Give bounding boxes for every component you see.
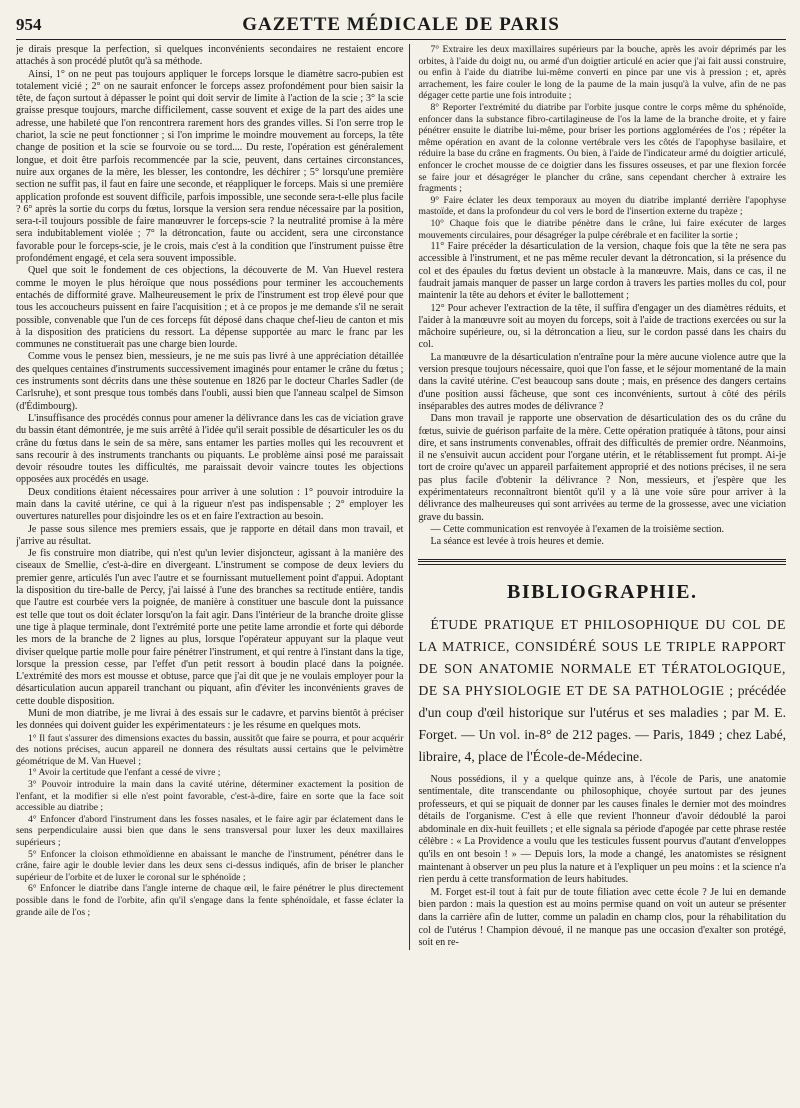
list-item: 4° Enfoncer d'abord l'instrument dans les fosses nasales, et le faire agir par éclatement dans le sens perpendiculaire aussi bien que dans le sens transversal pour luxer les deux maxillaires supérieurs ;	[16, 813, 404, 848]
paragraph: Je passe sous silence mes premiers essais, que je rapporte en détail dans mon travail, et j'arrive au résultat.	[16, 523, 404, 547]
section-rule	[418, 559, 786, 565]
list-item: 12° Pour achever l'extraction de la tête, il suffira d'engager un des diamètres réduits, et l'aider à la manœuvre soit au moyen du forceps, soit à l'aide de tractions exercées ou sur la mâchoire supérieure, ou, si la détroncation a lieu, sur le cordon passé dans les chairs du col.	[418, 302, 786, 351]
publication-title: GAZETTE MÉDICALE DE PARIS	[242, 14, 560, 35]
book-reference	[418, 614, 786, 768]
list-item: 1° Avoir la certitude que l'enfant a cessé de vivre ;	[28, 767, 221, 779]
paragraph: La séance est levée à trois heures et demie.	[430, 536, 604, 548]
paragraph: Muni de mon diatribe, je me livrai à des essais sur le cadavre, et parvins bientôt à préciser les données qui doivent guider les expérimentateurs : je les résume en quelques mots.	[16, 708, 404, 732]
paragraph: Comme vous le pensez bien, messieurs, je ne me suis pas livré à une appréciation détaillée des quelques centaines d'instruments successivement imaginés pour entamer le crâne du fœtus ; ces instruments sont décrits dans une thèse soutenue en 1826 par le docteur Charles Sadler (de Carlsruhe), et sont presque tous tombés dans l'oubli, aussi bien que l'anneau scalpel de Simson (d'Édimbourg).	[16, 351, 404, 412]
list-item: 10° Chaque fois que le diatribe pénètre dans le crâne, lui faire exécuter de larges mouvements circulaires, pour désagréger la pulpe cérébrale et en faciliter la sortie ;	[418, 217, 786, 241]
review-body	[418, 774, 786, 950]
list-item: 9° Faire éclater les deux temporaux au moyen du diatribe implanté derrière l'apophyse mastoïde, et dans la profondeur du col vers le bord de l'insertion externe du trapèze ;	[418, 194, 786, 218]
list-item: 1° Il faut s'assurer des dimensions exactes du bassin, aussitôt que faire se pourra, et pour acquérir des notions précises, aucun appareil ne donnera des résultats aussi certains que le pelvimètre géométrique de M. Van Huevel ;	[16, 732, 404, 767]
right-column	[410, 44, 786, 950]
paragraph: Dans mon travail je rapporte une observation de désarticulation des os du crâne du fœtus, suivie de guérison parfaite de la mère. Cette opération pratiquée à tâtons, pour ainsi dire, et sans instruments convenables, offrait des difficultés de premier ordre. Néanmoins, il ne s'ensuivit aucun accident pour l'organe utérin, et le rétablissement fut prompt. Ai-je tort de croire qu'avec un appareil parfaitement approprié et des notions précises, il ne sera pas plus facile d'obtenir la délivrance ? Non, messieurs, et j'espère que les expérimentateurs reconnaîtront bientôt qu'il y a là une voie sûre pour arriver à la délivrance des malheureuses qui sont arrivées au terme de la grossesse, avec une viciation grave du bassin.	[418, 413, 786, 523]
paragraph: Deux conditions étaient nécessaires pour arriver à une solution : 1° pouvoir introduire la main dans la cavité utérine, ce qui à la rigueur n'est pas indispensable ; 2° employer les ouvertures naturelles pour disjoindre les os et en faire l'extraction au besoin.	[16, 486, 404, 523]
paragraph: — Cette communication est renvoyée à l'examen de la troisième section.	[430, 523, 725, 535]
section-heading: BIBLIOGRAPHIE.	[507, 580, 698, 603]
book-details: précédée d'un coup d'œil historique sur l'utérus et ses maladies ; par M. E. Forget. — Un vol. in-8° de 212 pages. — Paris, 1849 ; chez Labé, libraire, 4, place de l'École-de-Médecine.	[418, 682, 786, 764]
list-item: 6° Enfoncer le diatribe dans l'angle interne de chaque œil, le faire pénétrer le plus directement possible dans le fond de l'orbite, afin qu'il s'engage dans la fente sphénoïdale, et fasse éclater la grande aile de l'os ;	[16, 883, 404, 918]
left-column	[16, 44, 409, 950]
paragraph: La manœuvre de la désarticulation n'entraîne pour la mère aucune violence autre que la version presque toujours nécessaire, quoi que l'on fasse, et le séjour momentané de la main dans la cavité utérine. C'est beaucoup sans doute ; mais, en présence des dangers certains d'une position aussi fâcheuse, que sont ces inconvénients, surtout à côté des périls inséparables des autres modes de délivrance ?	[418, 351, 786, 412]
paragraph: Ainsi, 1° on ne peut pas toujours appliquer le forceps lorsque le diamètre sacro-pubien est totalement vicié ; 2° on ne saurait enfoncer le forceps assez profondément pour bien saisir la tête, de façon surtout à dépasser le point qui doit servir de limite à l'action de la scie ; 3° la scie graisse presque toujours, marche difficilement, casse souvent et exige de la part des aides une adresse, une habileté que l'on rencontrera rarement hors des grandes villes. Si l'on serre trop le chariot, la scie ne peut fonctionner ; si l'on imprime le moindre mouvement au forceps, la tête change de position et la scie se fourvoie ou se tord.... Du reste, l'opération est généralement longue, et doit être parfois recommencée par la scie, peuvent, dans certaines circonstances, nuire aux organes de la mère, les blesser, les contondre, les déchirer ; 5° lorsqu'une première section ne suffit pas, il faut en faire une seconde, et réappliquer le forceps. Mais si une première application profonde est souvent difficile, parfois impossible, une seconde sera-t-elle plus facile ? 6° après la sortie du corps du fœtus, lorsque la version sera rendue nécessaire par la position, sera-t-il toujours possible de faire manœuvrer le forceps-scie ? la neutralité promise à la mère sera indubitablement violée ; 7° la détroncation, faute ou accident, sera une circonstance favorable pour le forceps-scie, je le crois, mais c'est à la condition que l'instrument puisse être profondément engagé, et cela sera souvent impossible.	[16, 68, 404, 265]
paragraph: je dirais presque la perfection, si quelques inconvénients secondaires ne restaient encore attachés à son procédé plutôt qu'à sa méthode.	[16, 44, 404, 68]
list-item: 8° Reporter l'extrémité du diatribe par l'orbite jusque contre le corps même du sphénoïde, enfoncer dans la substance fibro-cartilagineuse de l'os la lame de la branche droite, et y faire pénétrer ensuite le diatribe lui-même, pour briser les portions agglomérées de l'os ; répéter la même opération en avant de la colonne vertébrale vers les côtés de l'apophyse basilaire, et réduire la base du crâne en fragments. Ou bien, à l'aide de l'indicateur armé du doigtier articulé, enfoncer le crochet mousse de ce doigtier dans les fissures osseuses, et par une flexion forcée se faire jour et désagréger le plancher du crâne, sans cependant chercher à extraire les fragments ;	[418, 101, 786, 195]
list-item: 5° Enfoncer la cloison ethmoïdienne en abaissant le manche de l'instrument, pénétrer dans le crâne, faire agir le double levier dans les deux sens ci-dessus indiqués, afin de briser le plancher supérieur de l'orbite et de luxer le coronal sur le sphénoïde ;	[16, 848, 404, 883]
columns	[16, 44, 786, 950]
paragraph: Nous possédions, il y a quelque quinze ans, à l'école de Paris, une anatomie sentimentale, dite transcendante ou philosophique, choyée surtout par des jeunes professeurs, et qui se piquait de donner par les causes finales le dernier mot des moindres détails de l'organisme. C'est à elle que revient l'honneur d'avoir dédoublé la paroi abdominale en dix-huit feuillets ; et elle signala sa période d'apogée par cette phrase restée célèbre : « La Providence a voulu que les testicules fussent pourvus d'autant d'enveloppes qu'ils en ont besoin ! » — Depuis lors, la mode a changé, les anatomistes se résignent maintenant à observer un peu plus la nature et à l'expliquer un peu moins : et la science n'a rien perdu à cette transformation de leurs habitudes.	[418, 773, 786, 886]
list-item: 7° Extraire les deux maxillaires supérieurs par la bouche, après les avoir déprimés par les orbites, à l'aide du doigt nu, ou armé d'un doigtier articulé en acier que j'ai fait aussi construire, ou enfin à l'aide du diatribe lui-même converti en pince par une vis à pression ; et, après arrachement, les faire couler le long de la paume de la main jusqu'à la vulve, afin de ne pas dégager cette partie une fois introduite ;	[418, 44, 786, 102]
paragraph: Quel que soit le fondement de ces objections, la découverte de M. Van Huevel restera comme le moyen le plus héroïque que nous possédions pour terminer les accouchements entachés de difformité grave. Malheureusement le prix de l'instrument est trop élevé pour que tous les accoucheurs puissent en faire l'acquisition ; et à ce propos je me demande s'il ne serait possible, convenable que l'un de ces forceps fût déposé dans chaque chef-lieu de canton et mis à la disposition des praticiens du ressort. La dépense supportée au marc le franc par les communes ne constituerait pas une charge bien lourde.	[16, 265, 404, 351]
page-header	[16, 14, 786, 40]
book-title: ÉTUDE PRATIQUE ET PHILOSOPHIQUE DU COL DE LA MATRICE, CONSIDÉRÉ SOUS LE TRIPLE RAPPORT DE SON ANATOMIE NORMALE ET TÉRATOLOGIQUE, DE SA PHYSIOLOGIE ET DE SA PATHOLOGIE ;	[418, 616, 786, 698]
list-item: 3° Pouvoir introduire la main dans la cavité utérine, déterminer exactement la position de l'enfant, et la modifier si elle n'est point favorable, c'est-à-dire, faire en sorte que la face soit accessible au diatribe ;	[16, 779, 404, 814]
paragraph: L'insuffisance des procédés connus pour amener la délivrance dans les cas de viciation grave du bassin étant démontrée, je me suis arrêté à l'idée qu'il serait possible de désarticuler les os du crâne du fœtus dans le sein de sa mère, sans entamer les parties molles qui les recouvrent et sans recourir à des instruments tranchants ou piquants. Le problème ainsi posé me paraissait devoir résoudre toutes les difficultés, me paraissait devoir vaincre toutes les objections opposées aux procédés en usage.	[16, 412, 404, 486]
page-number: 954	[16, 15, 42, 34]
list-item: 11° Faire précéder la désarticulation de la version, chaque fois que la tête ne sera pas accessible à l'instrument, et ne pas même reculer devant la détroncation, si la présence du col et des épaules du fœtus devient un obstacle à la manœuvre. Mais, dans ce cas, il ne faudrait jamais manquer de passer un large cordon à travers les parties molles du col, pour maintenir la tête au dehors et éviter le ballottement ;	[418, 241, 786, 302]
paragraph: Je fis construire mon diatribe, qui n'est qu'un levier disjoncteur, agissant à la manière des ciseaux de Smellie, c'est-à-dire en divergeant. L'instrument se compose de deux leviers du premier genre, articulés l'un avec l'autre et se fournissant mutuellement point d'appui. Adoptant la disposition du tire-balle de Percy, j'ai laissé à l'une des branches sa rectitude entière, tandis que l'autre est courbée vers la poignée, de manière à constituer une bascule dont la puissance est telle que tout os doit éclater lorsqu'on la fait agir. Dans l'intérieur de la branche droite glisse une tige à plaque terminale, dont l'extrémité porte une petite lame arrondie et forte qui déborde les mors de la branche de 2 lignes au plus, lorsque l'opérateur appuyant sur la plaque veut diviser quelque partie molle pour faire pénétrer l'instrument, et qui rentre à l'instant dans la tige, lorsque la pression cesse, par l'effet d'un petit ressort à boudin placé dans la poignée. L'extrémité des mors est mousse et obtuse, parce que j'ai dit que je ne voulais employer pour la désarticulation aucun appareil tranchant ou piquant, afin d'éviter les inconvénients graves de cette double disposition.	[16, 548, 404, 707]
paragraph: M. Forget est-il tout à fait pur de toute filiation avec cette école ? Je lui en demande bien pardon : mais la question est au moins permise quand on voit un auteur se présenter dans la carrière afin de lutter, comme un paladin en champ clos, pour la réhabilitation du col de l'utérus ! Champion dévoué, il ne manque pas une occasion d'exalter son protégé, soit en re-	[418, 886, 786, 949]
